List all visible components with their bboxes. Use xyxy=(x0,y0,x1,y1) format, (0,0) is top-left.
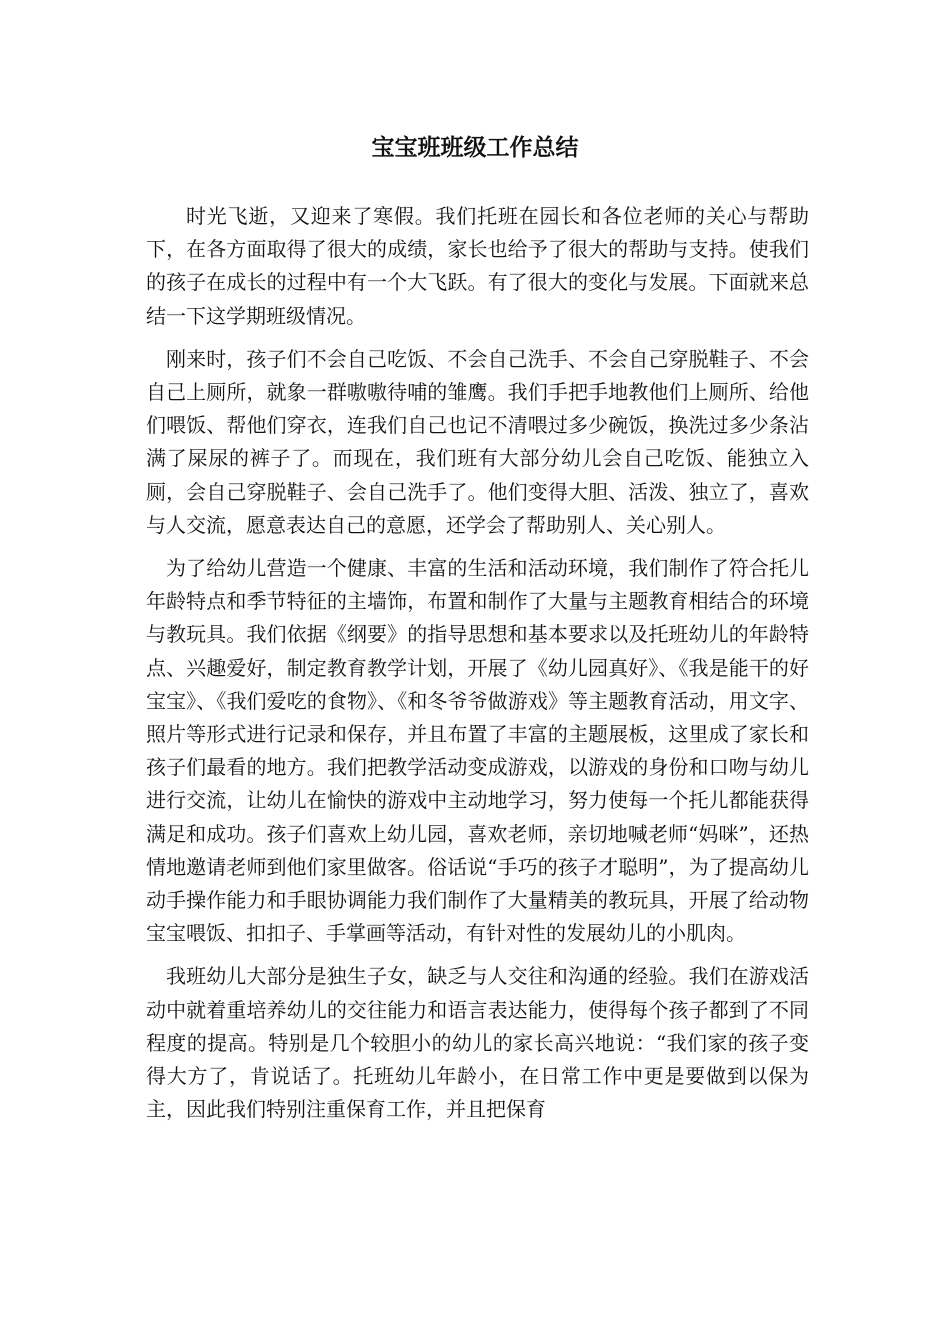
paragraph-self-care: 刚来时，孩子们不会自己吃饭、不会自己洗手、不会自己穿脱鞋子、不会自己上厕所，就象一群嗷嗷待哺的雏鹰。我们手把手地教他们上厕所、给他们喂饭、帮他们穿衣，连我们自己也记不清喂过多少碗饭，换洗过多少条沾满了屎尿的裤子了。而现在，我们班有大部分幼儿会自己吃饭、能独立入厕，会自己穿脱鞋子、会自己洗手了。他们变得大胆、活泼、独立了，喜欢与人交流，愿意表达自己的意愿，还学会了帮助别人、关心别人。 xyxy=(146,346,809,537)
paragraph-environment: 为了给幼儿营造一个健康、丰富的生活和活动环境，我们制作了符合托儿年龄特点和季节特征的主墙饰，布置和制作了大量与主题教育相结合的环境与教玩具。我们依据《纲要》的指导思想和基本要求以及托班幼儿的年龄特点、兴趣爱好，制定教育教学计划，开展了《幼儿园真好》、《我是能干的好宝宝》、《我们爱吃的食物》、《和冬爷爷做游戏》等主题教育活动，用文字、照片等形式进行记录和保存，并且布置了丰富的主题展板，这里成了家长和孩子们最看的地方。我们把教学活动变成游戏，以游戏的身份和口吻与幼儿进行交流，让幼儿在愉快的游戏中主动地学习，努力使每一个托儿都能获得满足和成功。孩子们喜欢上幼儿园，喜欢老师，亲切地喊老师“妈咪”，还热情地邀请老师到他们家里做客。俗话说“手巧的孩子才聪明”，为了提高幼儿动手操作能力和手眼协调能力我们制作了大量精美的教玩具，开展了给动物宝宝喂饭、扣扣子、手掌画等活动，有针对性的发展幼儿的小肌肉。 xyxy=(146,556,809,946)
document-title: 宝宝班班级工作总结 xyxy=(371,134,579,161)
document-body xyxy=(146,200,809,1126)
paragraph-social-skills: 我班幼儿大部分是独生子女，缺乏与人交往和沟通的经验。我们在游戏活动中就着重培养幼儿的交往能力和语言表达能力，使得每个孩子都到了不同程度的提高。特别是几个较胆小的幼儿的家长高兴地说：“我们家的孩子变得大方了，肯说话了。托班幼儿年龄小，在日常工作中更是要做到以保为主，因此我们特别注重保育工作，并且把保育 xyxy=(146,964,809,1122)
paragraph-intro: 时光飞逝，又迎来了寒假。我们托班在园长和各位老师的关心与帮助下，在各方面取得了很大的成绩，家长也给予了很大的帮助与支持。使我们的孩子在成长的过程中有一个大飞跃。有了很大的变化与发展。下面就来总结一下这学期班级情况。 xyxy=(146,204,809,328)
